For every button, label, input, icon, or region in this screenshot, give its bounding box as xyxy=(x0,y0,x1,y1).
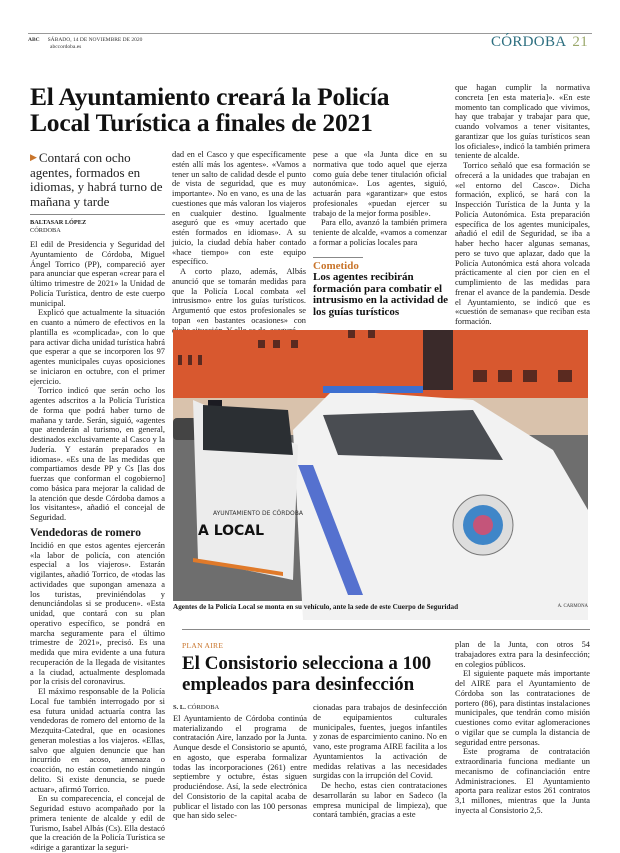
article-column-4 xyxy=(455,83,590,326)
article2-column-3 xyxy=(455,640,590,815)
article-divider xyxy=(182,629,590,630)
section-header xyxy=(491,34,588,51)
paragraph: El máximo responsable de la Policía Local fue también interrogado por si esa futura unidad actuaría contra las vendedoras de romero del entorno de la Mezquita-Catedral, que en ocasiones generan molestias a los viajeros. «Ellas, salvo que alguien denuncie que han incurrido en acoso, amenaza o coacción, no están cometiendo ningún delito. Si existe denuncia, se puede actuar», afirmó Torrico. xyxy=(30,687,165,794)
paragraph: El edil de Presidencia y Seguridad del Ayuntamiento de Córdoba, Miguel Ángel Torrico (PP), compareció ayer para anunciar que esperan «crear para el último trimestre de 2021» la Unidad de Policía Turística, dentro de este cuerpo municipal. xyxy=(30,240,165,308)
date: SÁBADO, 14 DE NOVIEMBRE DE 2020 xyxy=(47,37,143,43)
paragraph: De hecho, estas cien contrataciones desarrollarán su labor en Sadeco (la empresa municipal de limpieza), que contará también, gracias a este xyxy=(313,781,447,820)
paragraph: Explicó que actualmente la situación en cuanto a número de efectivos en la plantilla es «complicada», con lo que para activar dicha unidad turística habrá que esperar a que se incorporen los 97 agentes municipales cuyas oposiciones se iniciaron en octubre, con el primer ejercicio. xyxy=(30,308,165,386)
paragraph: El siguiente paquete más importante del AIRE para el Ayuntamiento de Córdoba son las contrataciones de portero (86), para distintas instalaciones municipales, que tendrán como misión cuestiones como evitar aglomeraciones o vigilar que se cumpla la distancia de seguridad entre personas. xyxy=(455,669,590,747)
divider xyxy=(30,214,165,215)
article2-kicker: PLAN AIRE xyxy=(182,641,224,650)
author: S. L. xyxy=(173,704,186,711)
photo-caption: Agentes de la Policía Local se monta en su vehículo, ante la sede de este Cuerpo de Seguridad xyxy=(173,603,459,611)
article2-column-2 xyxy=(313,703,447,846)
article-column-2 xyxy=(172,150,306,325)
deck-text: Contará con ocho agentes, formados en idiomas, y habrá turno de mañana y tarde xyxy=(30,150,163,209)
photo-credit: A. CARMONA xyxy=(557,604,588,609)
section-name: CÓRDOBA xyxy=(490,34,567,50)
highlight-rule xyxy=(313,257,363,258)
paragraph: Torrico indicó que serán ocho los agentes adscritos a la Policía Turística de forma que podrá haber turno de mañana y tarde. Serán, siguió, «agentes que atenderán al turismo, en general, destinados exclusivamente al Casco y la Judería. Y estarán preparados en idiomas». «Es una de las medidas que compartiamos desde PP y Cs [las dos fuerzas que conforman el cogobierno] como básica para mejorar la calidad de la atención que desde Córdoba damos a los visitantes», añadió el concejal de Seguridad. xyxy=(30,386,165,522)
location: CÓRDOBA xyxy=(30,227,61,234)
highlight-text: Los agentes recibirán formación para combatir el intrusismo en la actividad de los guías turísticos xyxy=(313,271,449,318)
article-column-1 xyxy=(30,240,165,852)
article2-headline: El Consistorio selecciona a 100 empleados para desinfección xyxy=(182,653,432,695)
author: BALTASAR LÓPEZ xyxy=(30,219,87,226)
site: abccordoba.es xyxy=(50,43,82,50)
paragraph: Este programa de contratación extraordinaria funciona mediante un mecanismo de cofinanciación entre Administraciones. El Ayuntamiento aporta para realizar estos 261 contratos 3,1 millones, mientras que la Junta inyecta al Consistorio 2,5. xyxy=(455,747,590,815)
article2-column-1 xyxy=(173,703,307,846)
page-header-info xyxy=(28,37,142,50)
byline xyxy=(30,219,165,235)
highlight-box xyxy=(313,260,453,318)
news-photo xyxy=(173,330,588,601)
door-text: AYUNTAMIENTO DE CÓRDOBA xyxy=(213,510,303,517)
paragraph: cionadas para trabajos de desinfección de equipamientos culturales municipales, fuentes, juegos infantiles y zonas de esparcimiento canino. No en vano, este programa AIRE facilita a los Ayuntamientos la activación de medidas relativas a las necesidades surgidas con la irrupción del Covid. xyxy=(313,703,447,781)
door-big-text: A LOCAL xyxy=(198,523,265,539)
paragraph: A corto plazo, además, Albás anunció que se tomarán medidas para que la Policía Local combata «el intrusismo» entre los guías turísticos. Argumentó que estos profesionales se topan «en bastantes ocasiones» con xyxy=(172,267,306,325)
article-column-3 xyxy=(313,150,447,247)
subheading: Vendedoras de romero xyxy=(30,526,141,539)
headline: El Ayuntamiento creará la Policía Local Turística a finales de 2021 xyxy=(30,82,390,137)
paragraph: Para ello, avanzó la también primera teniente de alcalde, «vamos a comenzar a formar a policías locales para xyxy=(313,218,447,247)
paragraph: pese a que «la Junta dice en su normativa que todo aquel que ejerza como guía debe tener titulación oficial autonómica». Los agentes, siguió, actuarán para «garantizar» que estos profesionales «puedan ejercer su trabajo de la mejor forma posible». xyxy=(313,150,447,218)
highlight-kicker: Cometido xyxy=(313,260,359,272)
deck xyxy=(30,150,165,209)
arrow-icon: ▶ xyxy=(30,152,37,162)
paragraph: plan de la Junta, con otros 54 trabajadores extra para la desinfección; en colegios públicos. xyxy=(455,640,590,669)
page-number: 21 xyxy=(572,34,588,50)
paragraph: Incidió en que estos agentes ejercerán «la labor de policía, con atención especial a los viajeros». Estarán vigilantes, añadió Torrico, de «todas las actividades que supongan amenaza a los turistas, previniéndolas y denunciándolas si se producen». «Esta unidad, que contará con su plan operativo específico, se pondrá en marcha seguramente para el último trimestre de 2021», precisó. Es una medida que mira evidente a una futura recuperación de la llegada de visitantes a la ciudad, actualmente desplomada por la crisis del coronavirus. xyxy=(30,540,165,687)
paragraph: En su comparecencia, el concejal de Seguridad estuvo acompañado por la primera teniente de alcalde y edil de Turismo, Isabel Albás (Cs). Ella destacó que la creación de la Policía Turística se «dirige a garantizar la seguri- xyxy=(30,794,165,852)
paragraph: Torrico señaló que esa formación se ofrecerá a la unidades que trabajan en «el entorno del Casco». Dicha formación, explicó, se hará con la Inspección Turística de la Junta y la Policía Autonómica. Esta preparación específica de los agentes municipales, añadió el edil de Seguridad, se iba a haber hecho hacer algunas semanas, pero se tuvo que aplazar, dado que la Policía Autonómica está ahora volcada prácticamente al cien por cien en el cumplimiento de las medidas para frenar el avance de la pandemia. Desde el Ayuntamiento, se indicó que es «cuestión de semanas» que reciban esta formación. xyxy=(455,161,590,326)
brand: ABC xyxy=(28,37,40,43)
paragraph: dad en el Casco y que específicamente estén allí más los agentes». «Vamos a tener un salto de calidad desde el punto de vista de seguridad, que es muy importante». No en vano, es una de las cuestiones que más valoran los viajeros en cualquier destino. Igualmente aseguró que es «muy acertado que estén formados en idiomas». A su juicio, la ciudad debía haber contado «hace tiempo» con este equipo específico. xyxy=(172,150,306,267)
location: CÓRDOBA xyxy=(187,704,220,711)
police-car-photo xyxy=(173,330,588,601)
article2-byline xyxy=(173,703,307,713)
paragraph: que hagan cumplir la normativa concreta [en esta materia]». «En este momento tan complicado que vivimos, hay que trabajar y trabajar para que, cuando volvamos a tener visitantes, garantizar que los guías turísticos sean los oficiales», indicó la también primera teniente de alcalde. xyxy=(455,83,590,161)
paragraph: El Ayuntamiento de Córdoba continúa materializando el programa de contratación Aire, lanzado por la Junta. Aunque desde el Consistorio se apuntó, en agosto, que esperaba formalizar todas las incorporaciones (261) entre septiembre y octubre, éstas siguen produciéndose. Así, la sede electrónica del Consistorio de la capital acaba de publicar el listado con las 100 personas que han sido selec- xyxy=(173,713,307,821)
